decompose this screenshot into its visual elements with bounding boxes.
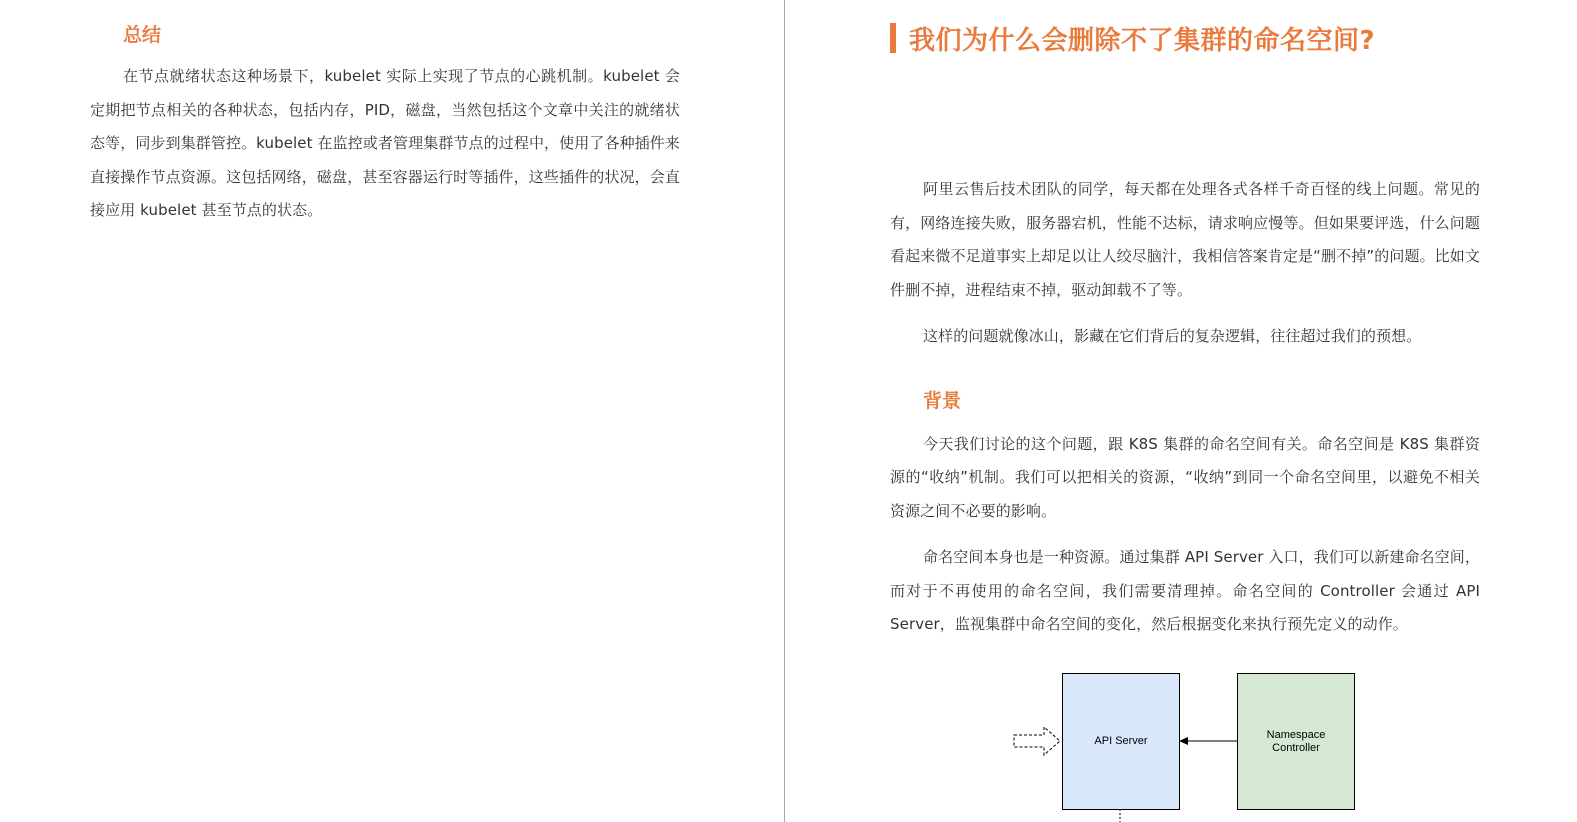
api-server-label: API Server [1094, 735, 1148, 747]
summary-heading: 总结 [123, 24, 162, 46]
chapter-title [890, 20, 1480, 56]
architecture-diagram [1000, 660, 1380, 822]
page-divider [784, 0, 785, 822]
right-page [890, 20, 1480, 642]
namespace-controller-label-line2: Controller [1272, 741, 1320, 754]
chapter-title-bar [890, 23, 896, 53]
chapter-title-text: 我们为什么会删除不了集群的命名空间? [909, 25, 1376, 56]
background-paragraph-2: 命名空间本身也是一种资源。通过集群 API Server 入口，我们可以新建命名空间，而对于不再使用的命名空间，我们需要清理掉。命名空间的 Controller 会通过 API Server，监视集群中命名空间的变化，然后根据变化来执行预先定义的动作。 [890, 548, 1480, 633]
intro-paragraph-1: 阿里云售后技术团队的同学，每天都在处理各式各样千奇百怪的线上问题。常见的有，网络连接失败，服务器宕机，性能不达标，请求响应慢等。但如果要评选，什么问题看起来微不足道事实上却足以让人绞尽脑汁，我相信答案肯定是“删不掉”的问题。比如文件删不掉，进程结束不掉，驱动卸载不了等。 [890, 180, 1480, 299]
namespace-controller-box [1237, 673, 1355, 810]
incoming-request-arrow [1014, 727, 1060, 755]
intro-paragraph-2: 这样的问题就像冰山，影藏在它们背后的复杂逻辑，往往超过我们的预想。 [923, 327, 1422, 345]
api-server-box [1062, 673, 1180, 810]
namespace-controller-label-line1: Namespace [1266, 728, 1326, 741]
background-heading: 背景 [923, 389, 962, 412]
namespace-controller-label [1267, 729, 1326, 755]
background-paragraph-1: 今天我们讨论的这个问题，跟 K8S 集群的命名空间有关。命名空间是 K8S 集群资源的“收纳”机制。我们可以把相关的资源，“收纳”到同一个命名空间里，以避免不相关资源之间不必要的影响。 [890, 434, 1480, 520]
summary-paragraph: 在节点就绪状态这种场景下，kubelet 实际上实现了节点的心跳机制。kubelet 会定期把节点相关的各种状态，包括内存，PID，磁盘，当然包括这个文章中关注的就绪状态等，同步到集群管控。kubelet 在监控或者管理集群节点的过程中，使用了各种插件来直接操作节点资源。这包括网络，磁盘，甚至容器运行时等插件，这些插件的状况，会直接应用 kubelet 甚至节点的状态。 [90, 67, 680, 219]
controller-to-apiserver-arrowhead [1179, 737, 1188, 745]
left-page [90, 20, 680, 228]
